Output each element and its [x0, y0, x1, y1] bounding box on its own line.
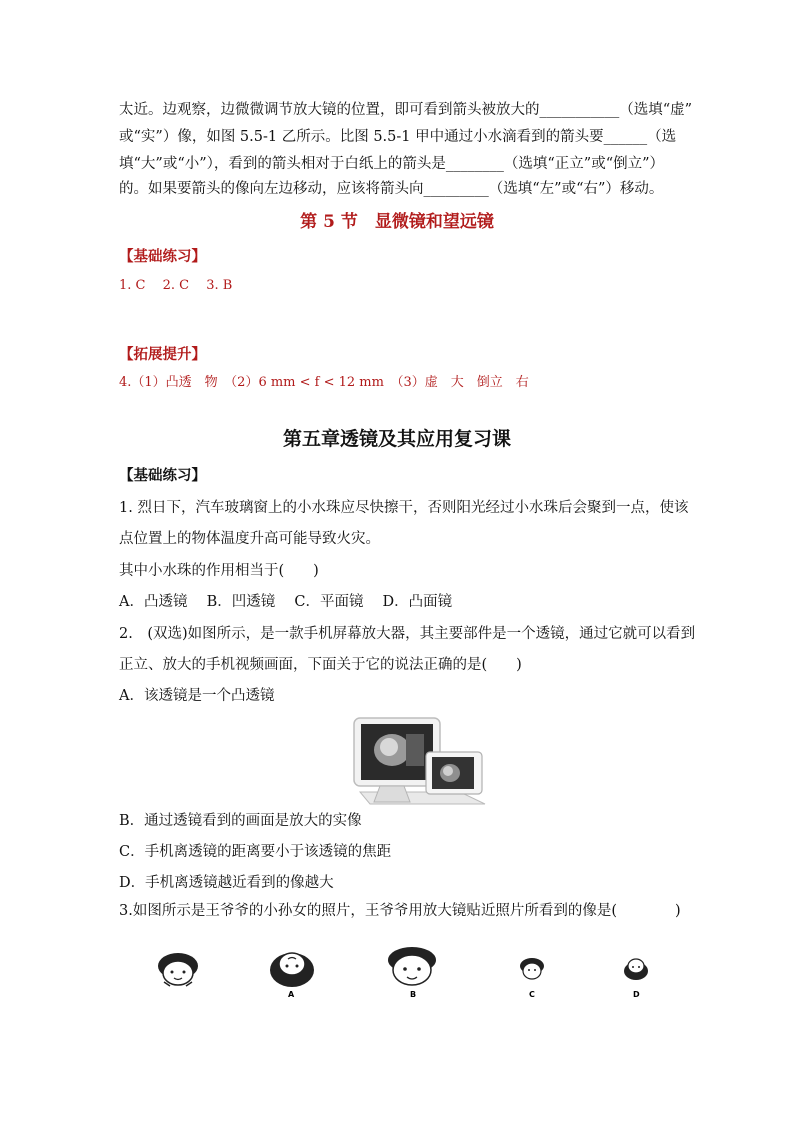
face-option-d — [624, 959, 648, 980]
q2-option-d: D．手机离透镜越近看到的像越大 — [119, 875, 334, 891]
intro-line-4: 的。如果要箭头的像向左边移动，应该将箭头向_________（选填“左”或“右”）移动。 — [119, 181, 664, 197]
basic-answers: 1. C 2. C 3. B — [119, 278, 233, 293]
chapter-basic-label: 【基础练习】 — [119, 467, 206, 484]
q1-line-1: 1. 烈日下，汽车玻璃窗上的小水珠应尽快擦干，否则阳光经过小水珠后会聚到一点，使该 — [119, 500, 689, 516]
extension-answers: 4.（1）凸透 物 （2）6 mm < f < 12 mm （3）虚 大 倒立 右 — [119, 375, 529, 390]
face-option-b — [388, 947, 436, 985]
q2-option-a: A．该透镜是一个凸透镜 — [119, 688, 275, 704]
face-option-c — [520, 958, 544, 979]
face-label-b: B — [410, 990, 417, 999]
q1-options: A．凸透镜 B．凹透镜 C．平面镜 D．凸面镜 — [119, 594, 453, 610]
section-title: 第 5 节 显微镜和望远镜 — [300, 212, 494, 232]
chapter-title: 第五章透镜及其应用复习课 — [282, 428, 511, 450]
q3-face-images — [150, 944, 670, 1000]
extension-label: 【拓展提升】 — [119, 346, 206, 363]
q3-line-1: 3.如图所示是王爷爷的小孙女的照片，王爷爷用放大镜贴近照片所看到的像是( ) — [119, 903, 681, 919]
q1-line-2: 点位置上的物体温度升高可能导致火灾。 — [119, 531, 380, 547]
original-face — [158, 953, 198, 986]
face-option-a — [270, 953, 314, 987]
q2-option-c: C．手机离透镜的距离要小于该透镜的焦距 — [119, 844, 392, 860]
intro-line-1: 太近。边观察，边微微调节放大镜的位置，即可看到箭头被放大的___________（选填“虚” — [119, 102, 693, 118]
screen-magnifier-image — [340, 712, 490, 808]
basic-practice-label: 【基础练习】 — [119, 248, 206, 265]
intro-line-3: 填“大”或“小”），看到的箭头相对于白纸上的箭头是________（选填“正立”或“倒立”） — [119, 156, 665, 172]
face-label-c: C — [529, 990, 535, 999]
q1-line-3: 其中小水珠的作用相当于( ) — [119, 563, 319, 579]
intro-line-2: 或“实”）像，如图 5.5-1 乙所示。比图 5.5-1 甲中通过小水滴看到的箭头要______（选 — [119, 129, 677, 145]
q2-option-b: B．通过透镜看到的画面是放大的实像 — [119, 813, 362, 829]
face-label-d: D — [633, 990, 640, 999]
q2-line-1: 2. (双选)如图所示，是一款手机屏幕放大器，其主要部件是一个透镜，通过它就可以看到 — [119, 626, 696, 642]
face-label-a: A — [288, 990, 295, 999]
q2-line-2: 正立、放大的手机视频画面，下面关于它的说法正确的是( ) — [119, 657, 522, 673]
